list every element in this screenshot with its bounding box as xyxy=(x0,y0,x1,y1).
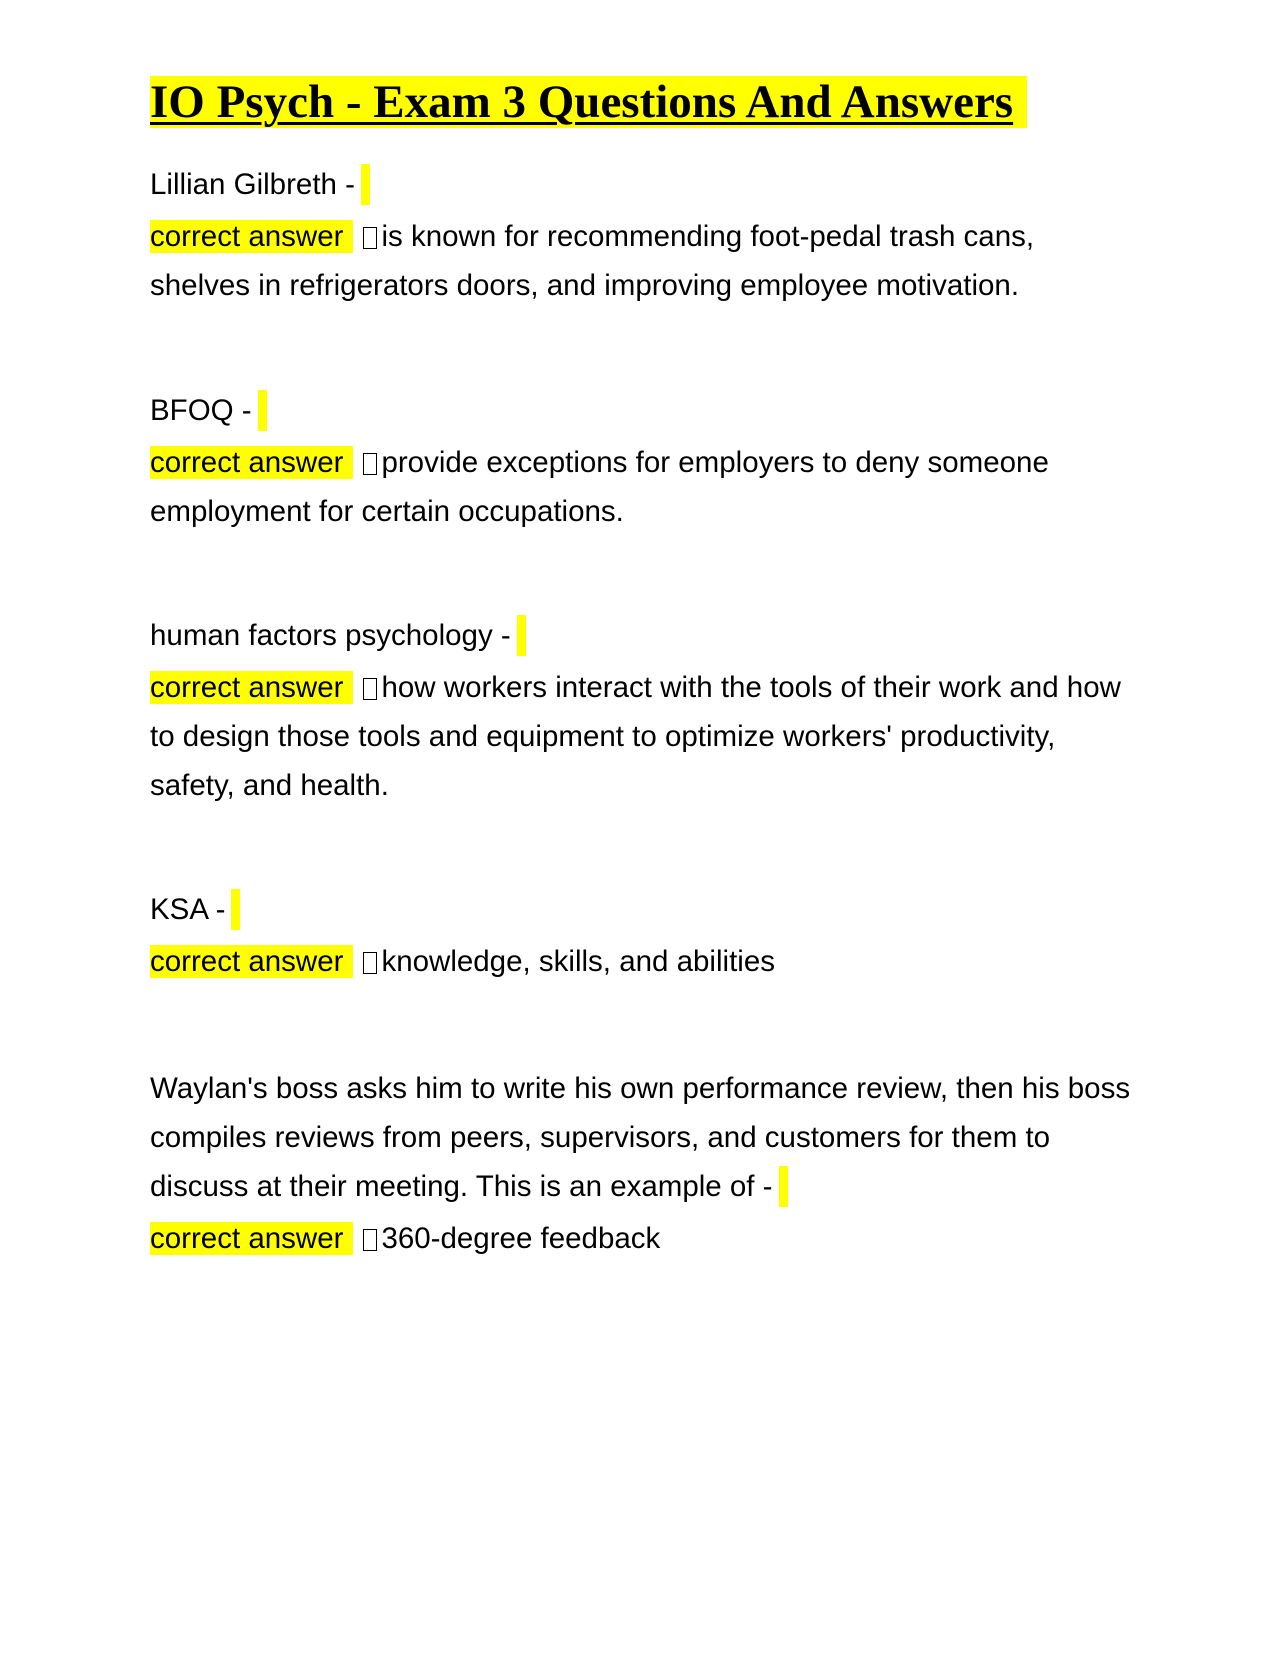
correct-answer-label: correct answer xyxy=(150,671,353,704)
answer-text: correct answer 360-degree feedback xyxy=(150,1222,661,1255)
page-title xyxy=(150,74,1027,130)
correct-answer-label: correct answer xyxy=(150,220,353,253)
highlight-marker xyxy=(517,615,526,656)
highlight-marker xyxy=(231,889,240,930)
highlight-marker xyxy=(258,390,267,431)
correct-answer-label: correct answer xyxy=(150,1222,353,1255)
question-text: BFOQ - xyxy=(150,386,1140,435)
qa-item-5 xyxy=(150,1064,1140,1263)
correct-answer-label: correct answer xyxy=(150,945,353,978)
answer-text: correct answer provide exceptions for employers to deny someone employment for certain occupations. xyxy=(150,446,1049,528)
highlight-marker xyxy=(361,164,370,205)
answer-text: correct answer how workers interact with the tools of their work and how to design those tools and equipment to optimize workers' productivity, safety, and health. xyxy=(150,671,1121,802)
checkbox-glyph-icon xyxy=(363,227,377,249)
qa-item-2 xyxy=(150,386,1140,536)
qa-item-3 xyxy=(150,611,1140,810)
answer-text: correct answer is known for recommending foot-pedal trash cans, shelves in refrigerators doors, and improving employee motivation. xyxy=(150,220,1035,302)
checkbox-glyph-icon xyxy=(363,1229,377,1251)
question-text: human factors psychology - xyxy=(150,611,1140,660)
qa-item-4 xyxy=(150,885,1140,986)
checkbox-glyph-icon xyxy=(363,678,377,700)
question-text: KSA - xyxy=(150,885,1140,934)
checkbox-glyph-icon xyxy=(363,952,377,974)
highlight-marker xyxy=(779,1166,788,1207)
qa-item-1 xyxy=(150,160,1140,310)
title-highlight: IO Psych - Exam 3 Questions And Answers xyxy=(150,76,1027,128)
checkbox-glyph-icon xyxy=(363,453,377,475)
answer-text: correct answer knowledge, skills, and abilities xyxy=(150,945,775,978)
question-text: Waylan's boss asks him to write his own performance review, then his boss compiles reviews from peers, supervisors, and customers for them to discuss at their meeting. This is an example of - xyxy=(150,1064,1140,1211)
question-text: Lillian Gilbreth - xyxy=(150,160,1140,209)
correct-answer-label: correct answer xyxy=(150,446,353,479)
